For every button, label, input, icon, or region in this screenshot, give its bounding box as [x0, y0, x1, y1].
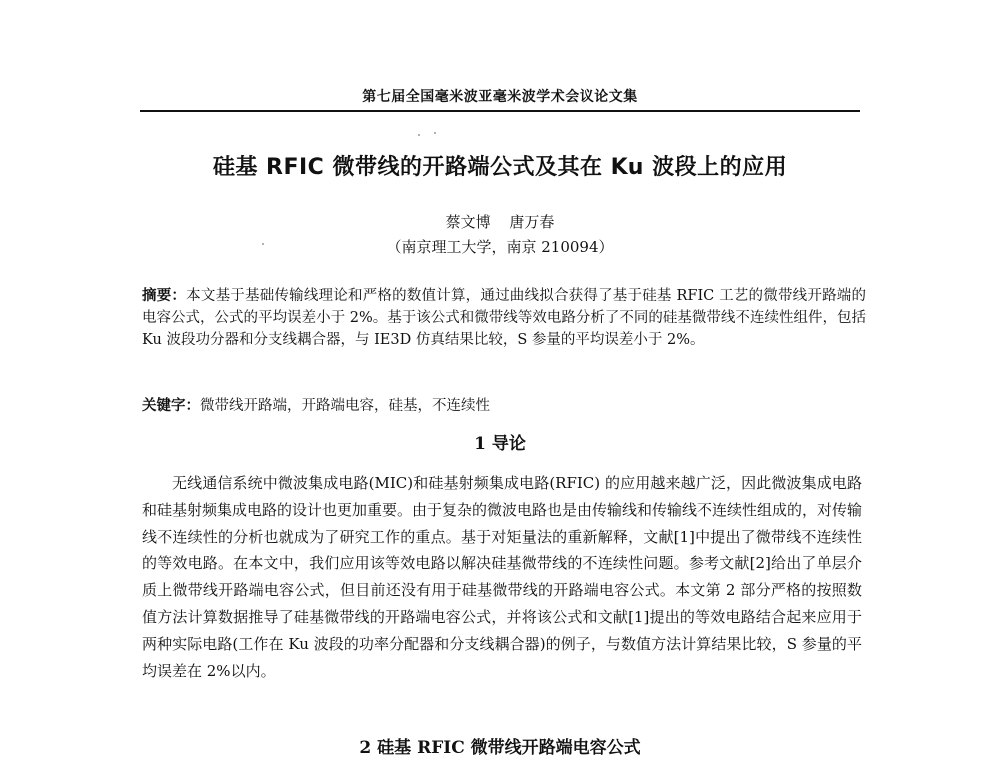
section-title: 硅基 RFIC 微带线开路端电容公式 [377, 738, 641, 758]
section-heading-introduction [0, 429, 1000, 454]
keywords [142, 395, 866, 417]
section-heading-capacitance-formula [0, 733, 1000, 758]
section-number: 2 [359, 738, 372, 758]
section-number: 1 [474, 434, 486, 454]
keywords-label: 关键字： [142, 398, 200, 414]
abstract-text: 本文基于基础传输线理论和严格的数值计算，通过曲线拟合获得了基于硅基 RFIC 工艺的微带线开路端的电容公式，公式的平均误差小于 2%。基于该公式和微带线等效电路分析了不同的硅基微带线不连续性组件，包括 Ku 波段功分器和分支线耦合器，与 IE3D 仿真结果比较，S 参量的平均误差小于 2%。 [142, 288, 867, 348]
authors: 蔡文博 唐万春 [445, 213, 555, 231]
abstract [142, 285, 866, 351]
scan-speck [418, 134, 420, 136]
abstract-label: 摘要： [142, 288, 187, 304]
affiliation: （南京理工大学，南京 210094） [386, 238, 614, 256]
header-rule [140, 110, 860, 112]
body-paragraph: 无线通信系统中微波集成电路(MIC)和硅基射频集成电路(RFIC) 的应用越来越广泛，因此微波集成电路和硅基射频集成电路的设计也更加重要。由于复杂的微波电路也是由传输线和传输线不连续性组成的，对传输线不连续性的分析也就成为了研究工作的重点。基于对矩量法的重新解释，文献[1]中提出了微带线不连续性的等效电路。在本文中，我们应用该等效电路以解决硅基微带线的不连续性问题。参考文献[2]给出了单层介质上微带线开路端电容公式，但目前还没有用于硅基微带线的开路端电容公式。本文第 2 部分严格的按照数值方法计算数据推导了硅基微带线的开路端电容公式，并将该公式和文献[1]提出的等效电路结合起来应用于两种实际电路(工作在 Ku 波段的功率分配器和分支线耦合器)的例子，与数值方法计算结果比较，S 参量的平均误差在 2%以内。 [142, 474, 863, 680]
running-header: 第七届全国毫米波亚毫米波学术会议论文集 [362, 89, 638, 105]
paper-title: 硅基 RFIC 微带线的开路端公式及其在 Ku 波段上的应用 [212, 155, 788, 180]
scan-speck [434, 132, 436, 134]
keywords-text: 微带线开路端，开路端电容，硅基，不连续性 [200, 398, 490, 414]
section-title: 导论 [491, 434, 526, 454]
